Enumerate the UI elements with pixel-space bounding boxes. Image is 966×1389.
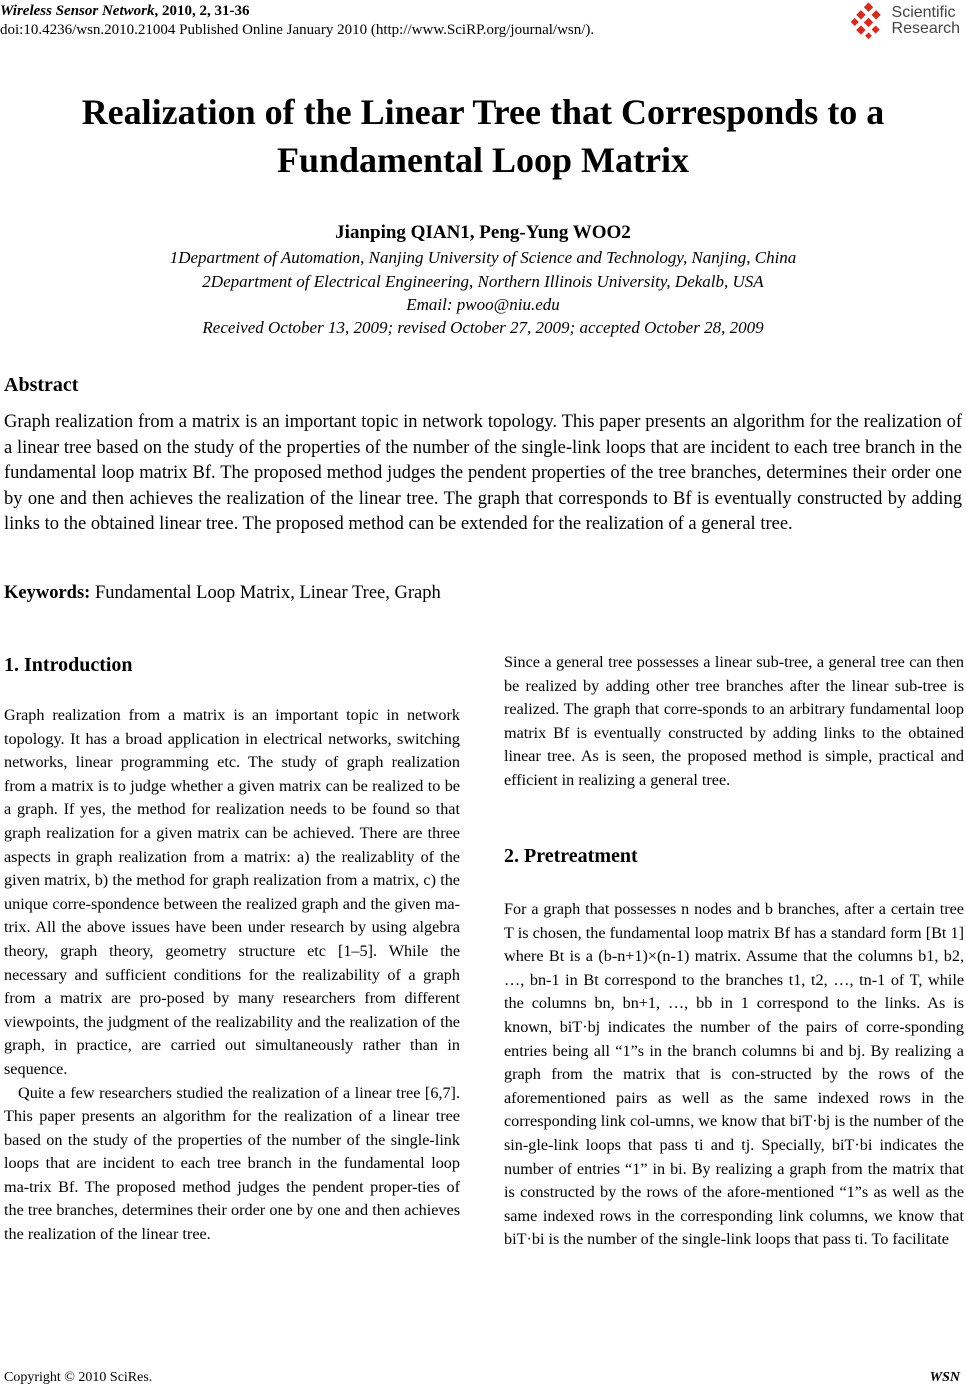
- abstract-text: Graph realization from a matrix is an important topic in network topology. This paper presents an algorithm for the realization of a linear tree based on the study of the properties of the number of the single-link loops that are incident to each tree branch in the fundamental loop matrix Bf. The proposed method judges the pendent properties of the tree branches, determines their order one by one and then achieves the realization of the linear tree. The graph that corresponds to Bf is eventually constructed by adding links to the obtained linear tree. The proposed method can be extended for the realization of a general tree.: [4, 412, 962, 534]
- scientific-research-logo-icon: [850, 2, 888, 40]
- paper-title: [0, 88, 966, 184]
- abstract-heading: Abstract: [4, 374, 79, 396]
- affiliation-1: 1Department of Automation, Nanjing University of Science and Technology, Nanjing, China: [169, 248, 797, 267]
- journal-header: [0, 2, 594, 40]
- journal-name: Wireless Sensor Network: [0, 3, 155, 19]
- title-line1: Realization of the Linear Tree that Corresponds to a: [81, 92, 885, 132]
- keywords-text: Fundamental Loop Matrix, Linear Tree, Graph: [94, 583, 441, 603]
- footer-journal-abbr: WSN: [929, 1370, 960, 1385]
- section1-heading: 1. Introduction: [4, 654, 133, 676]
- publisher-logo: [850, 2, 960, 40]
- keywords-line: [4, 583, 441, 604]
- right-column-intro: [504, 651, 964, 793]
- doi-line: doi:10.4236/wsn.2010.21004 Published Online January 2010 (http://www.SciRP.org/journal/wsn/).: [0, 22, 595, 38]
- affiliation-2: 2Department of Electrical Engineering, Northern Illinois University, Dekalb, USA: [202, 272, 764, 291]
- left-column: [4, 704, 460, 1247]
- section2-paragraph-1: For a graph that possesses n nodes and b branches, after a certain tree T is chosen, the fundamental loop matrix Bf has a standard form [Bt 1] where Bt is a (b-n+1)×(n-1) matrix. Assume that the columns b1, b2, …, bn-1 in Bt correspond to the branches t1, t2, …, tn-1 of T, while the columns bn, bn+1, …, bb in 1 correspond to the links. As is known, biT·bj indicates the number of the pairs of corre-sponding entries being all “1”s in the branch columns bi and bj. By realizing a graph from the matrix that is con-structed by the rows of the aforementioned pairs as well as the same indexed rows in the corresponding link col-umns, we know that biT·bj is the number of the sin-gle-link loops that pass ti and tj. Specially, biT·bi indicates the number of entries “1” in bi. By realizing a graph from the matrix that is constructed by the rows of the afore-mentioned “1”s as well as the same indexed rows in the corresponding link columns, we know that biT·bi is the number of the single-link loops that pass ti. To facilitate: [504, 900, 964, 1249]
- logo-text: [892, 5, 960, 37]
- keywords-label: Keywords:: [4, 583, 91, 603]
- section1-paragraph-1: Graph realization from a matrix is an important topic in network topology. It has a broad application in electrical networks, switching networks, linear programming etc. The study of graph realization from a matrix is to judge whether a given matrix can be realized to be a graph. If yes, the method for realization needs to be found so that graph realization for a given matrix can be achieved. There are three aspects in graph realization from a matrix: a) the realizablity of the given matrix, b) the method for graph realization from a matrix, c) the unique corre-spondence between the realized graph and the given ma-trix. All the above issues have been under research by using algebra theory, graph theory, geometry structure etc [1–5]. While the necessary and sufficient conditions for the realizability of a graph from a matrix are pro-posed by many researchers from different viewpoints, the judgment of the realizability and the realization of the graph, in practice, are carried out simultaneously rather than in sequence.: [4, 706, 460, 1078]
- right-column-section2: [504, 898, 964, 1252]
- section1-paragraph-2: Quite a few researchers studied the realization of a linear tree [6,7]. This paper presents an algorithm for the realization of a linear tree based on the study of the properties of the number of the single-link loops that are incident to each tree branch in the fundamental loop ma-trix Bf. The proposed method judges the pendent proper-ties of the tree branches, determines their order one by one and then achieves the realization of the linear tree.: [4, 1083, 460, 1244]
- copyright: Copyright © 2010 SciRes.: [4, 1370, 153, 1385]
- logo-line2: Research: [891, 20, 960, 37]
- logo-line1: Scientific: [891, 4, 956, 21]
- section2-heading: 2. Pretreatment: [504, 845, 638, 867]
- journal-citation: , 2010, 2, 31-36: [154, 3, 250, 19]
- authors: Jianping QIAN1, Peng-Yung WOO2: [335, 222, 631, 243]
- right-paragraph-1: Since a general tree possesses a linear sub-tree, a general tree can then be realized by adding other tree branches after the linear sub-tree is realized. The graph that corre-sponds to an arbitrary fundamental loop matrix Bf is eventually constructed by adding links to the obtained linear tree. As is seen, the proposed method is simple, practical and efficient in realizing a general tree.: [504, 653, 964, 789]
- email-line: Email: pwoo@niu.edu: [406, 295, 560, 314]
- title-line2: Fundamental Loop Matrix: [276, 140, 689, 180]
- received-dates: Received October 13, 2009; revised October 27, 2009; accepted October 28, 2009: [202, 318, 764, 337]
